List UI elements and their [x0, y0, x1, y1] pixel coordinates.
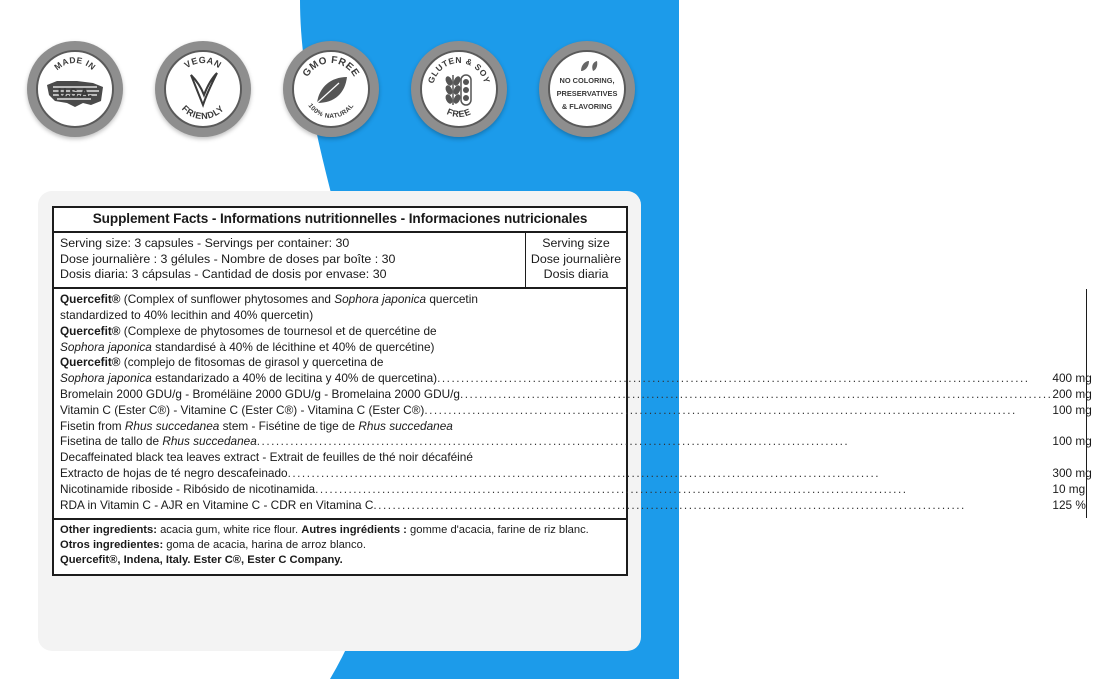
badge-gluten-soy-free — [411, 41, 507, 137]
fisetin-line1: Fisetin from Rhus succedanea stem - Fisétine de tige de Rhus succedanea — [60, 418, 453, 433]
badge-gluten-bottom-text: FREE — [445, 106, 473, 120]
quercefit-es-line2: Sophora japonica estandarizado a 40% de lecitina y 40% de quercetina) ..... 400 mg — [60, 371, 1080, 387]
nicotinamide-amount: 10 mg — [1052, 481, 1086, 496]
bromelain-amount: 200 mg — [1052, 386, 1092, 401]
svg-text:FREE — [445, 106, 472, 119]
svg-text:100% NATURAL — [306, 102, 355, 120]
v-leaf-icon — [191, 73, 217, 105]
quercefit-amount: 400 mg — [1052, 371, 1092, 386]
badge-made-in-usa — [27, 41, 123, 137]
facts-title: Supplement Facts - Informations nutritionnelles - Informaciones nutricionales — [54, 208, 626, 233]
wheat-soy-icon — [444, 75, 471, 105]
serving-section — [54, 233, 626, 289]
badge-no-coloring-line3: & FLAVORING — [561, 102, 613, 111]
fisetin-line2: Fisetina de tallo de Rhus succedanea ..... 100 mg — [60, 434, 1080, 450]
badge-vegan-top-text: VEGAN — [182, 54, 224, 71]
leaves-icon — [581, 61, 597, 71]
badge-usa-main-text: U.S.A. — [58, 88, 92, 100]
quercefit-en-line2: standardized to 40% lecithin and 40% quercetin) — [60, 307, 314, 322]
ingredients-section — [54, 289, 1092, 520]
vitamin-c-amount: 100 mg — [1052, 402, 1092, 417]
leaf-icon — [317, 77, 347, 103]
badge-no-coloring-line2: PRESERVATIVES — [556, 89, 618, 98]
quercefit-fr-line2: Sophora japonica standardisé à 40% de lécithine et 40% de quercétine) — [60, 339, 435, 354]
svg-text:VEGAN — [182, 55, 223, 70]
badge-no-coloring — [539, 41, 635, 137]
badge-usa-top-text: MADE IN — [52, 54, 98, 73]
trademark-line: Quercefit®, Indena, Italy. Ester C®, Ester C Company. — [60, 554, 343, 567]
serving-size-es: Dosis diaria — [543, 267, 609, 282]
quercefit-fr-line1: Quercefit® (Complexe de phytosomes de tournesol et de quercétine de — [60, 323, 437, 338]
badge-gmo-free — [283, 41, 379, 137]
serving-size-en: Serving size — [542, 235, 610, 250]
other-ingredients: Other ingredients: acacia gum, white rice flour. Autres ingrédients : gomme d'acacia, farine de riz blanc. Otros ingredientes: goma de acacia, harina de arroz blanco. Quercefit®, Indena, Italy. Ester C®, Ester C Company. — [60, 524, 589, 567]
nicotinamide-row: Nicotinamide riboside - Ribósido de nicotinamida ..... 10 mg — [60, 482, 1080, 498]
serving-line-en: Serving size: 3 capsules - Servings per container: 30 — [60, 235, 350, 250]
svg-text:GMO FREE — [301, 55, 361, 79]
badge-gluten-top-text: GLUTEN & SOY — [425, 54, 493, 85]
badge-vegan-bottom-text: FRIENDLY — [179, 103, 227, 122]
bromelain-row: Bromelain 2000 GDU/g - Broméläine 2000 GDU/g - Bromelaina 2000 GDU/g ..... 200 mg — [60, 387, 1080, 403]
serving-line-fr: Dose journalière : 3 gélules - Nombre de doses par boîte : 30 — [60, 251, 396, 266]
supplement-facts-table — [52, 206, 1092, 576]
badge-gmo-top-text: GMO FREE — [300, 54, 362, 80]
tea-line2: Extracto de hojas de té negro descafeinado ..... 300 mg — [60, 466, 1080, 482]
badge-gmo-bottom-text: 100% NATURAL — [306, 102, 356, 121]
serving-line-es: Dosis diaria: 3 cápsulas - Cantidad de dosis por envase: 30 — [60, 267, 387, 282]
svg-text:MADE IN — [52, 55, 98, 72]
serving-size-fr: Dose journalière — [530, 251, 622, 266]
quercefit-en-line1: Quercefit® (Complex of sunflower phytosomes and Sophora japonica quercetin — [60, 292, 478, 307]
rda-row: RDA in Vitamin C - AJR en Vitamine C - CDR en Vitamina C ..... 125 % — [60, 498, 1080, 514]
rda-amount: 125 % — [1052, 497, 1086, 512]
quercefit-es-line1: Quercefit® (complejo de fitosomas de girasol y quercetina de — [60, 355, 384, 370]
vitamin-c-row: Vitamin C (Ester C®) - Vitamine C (Ester C®) - Vitamina C (Ester C®) ..... 100 mg — [60, 403, 1080, 419]
badge-vegan-friendly — [155, 41, 251, 137]
tea-line1: Decaffeinated black tea leaves extract - Extrait de feuilles de thé noir décaféiné — [60, 450, 473, 465]
tea-amount: 300 mg — [1052, 465, 1092, 480]
badge-no-coloring-line1: NO COLORING, — [559, 76, 615, 85]
fisetin-amount: 100 mg — [1052, 434, 1092, 449]
